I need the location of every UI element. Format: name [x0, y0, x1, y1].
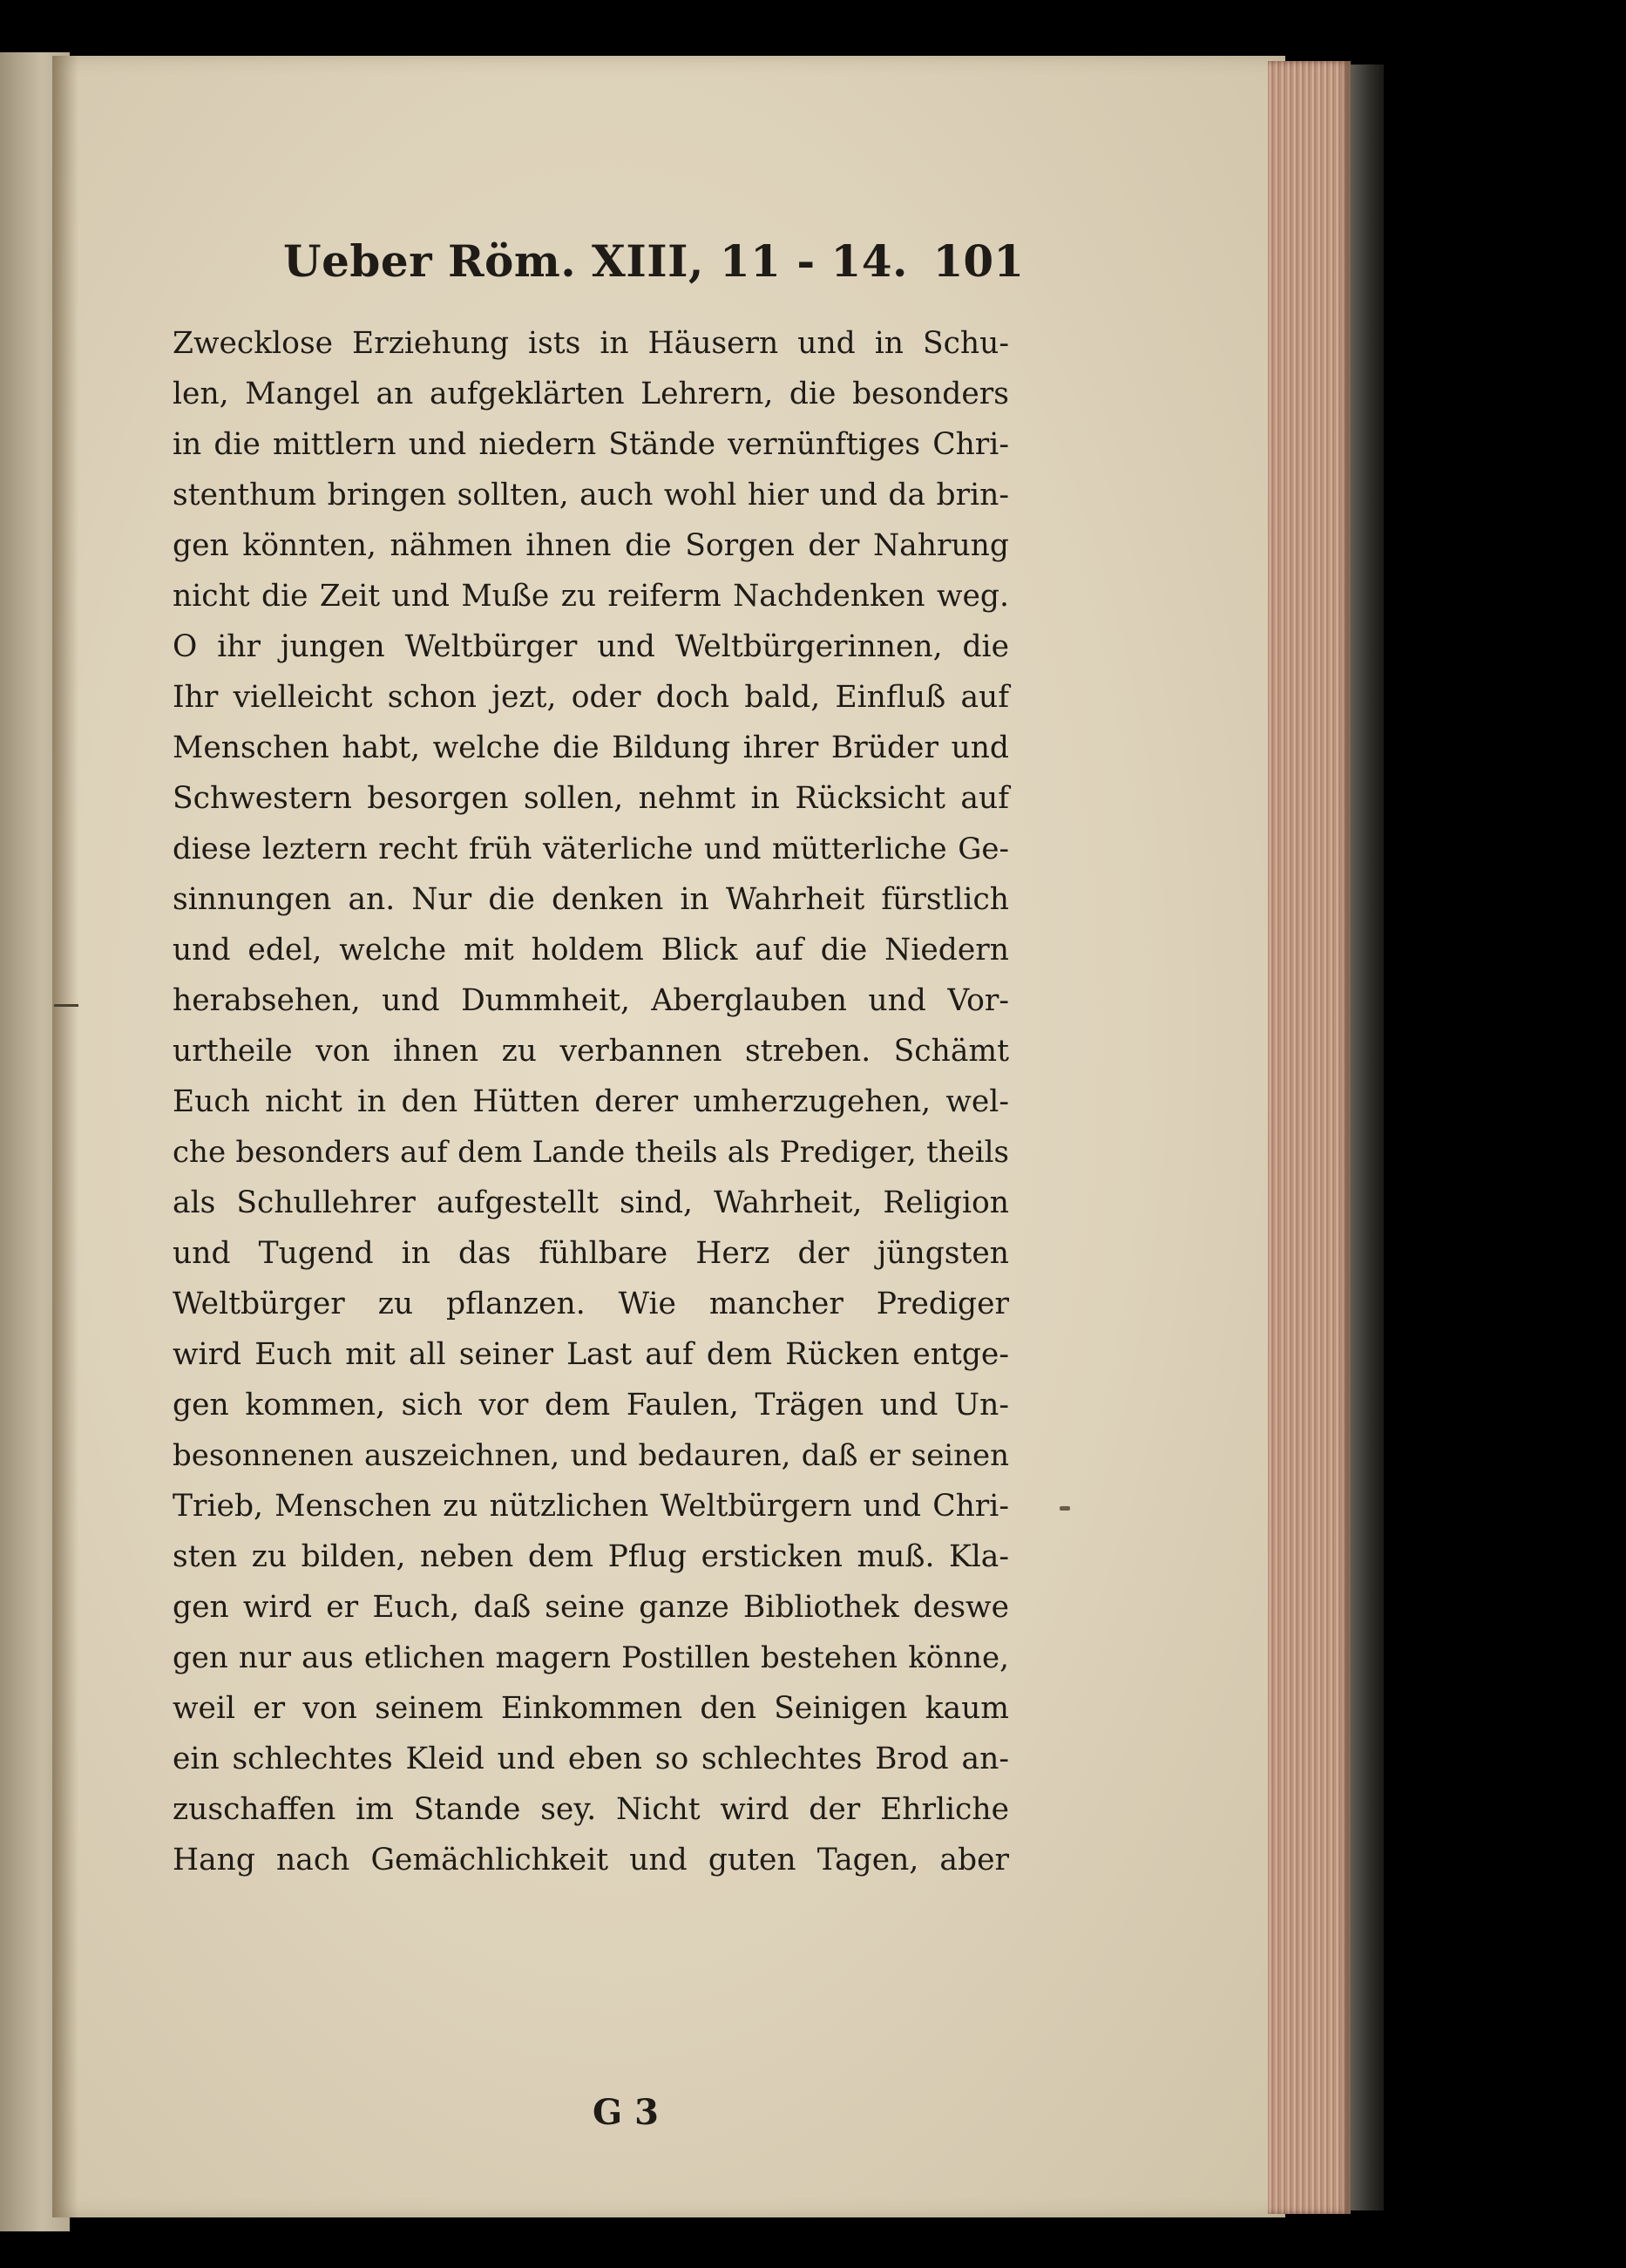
text-line: diese leztern recht früh väterliche und mütterliche Ge-: [173, 832, 1009, 866]
text-line: stenthum bringen sollten, auch wohl hier und da brin-: [173, 478, 1009, 513]
text-line: Schwestern besorgen sollen, nehmt in Rücksicht auf: [173, 781, 1009, 816]
page-block-edges: [1268, 61, 1351, 2214]
text-line: Menschen habt, welche die Bildung ihrer Brüder und: [173, 730, 1009, 765]
page-gutter-shadow: [52, 56, 78, 2217]
text-line: wird Euch mit all seiner Last auf dem Rücken entge-: [173, 1337, 1009, 1372]
text-line: Hang nach Gemächlichkeit und guten Tagen, aber: [173, 1843, 1009, 1878]
text-line: gen kommen, sich vor dem Faulen, Trägen und Un-: [173, 1388, 1009, 1423]
text-line: nicht die Zeit und Muße zu reiferm Nachdenken weg.: [173, 579, 1009, 614]
text-line: in die mittlern und niedern Stände vernünftiges Chri-: [173, 427, 1009, 462]
text-line: und edel, welche mit holdem Blick auf die Niedern: [173, 933, 1009, 968]
text-line: weil er von seinem Einkommen den Seinigen kaum: [173, 1691, 1009, 1726]
text-line: urtheile von ihnen zu verbannen streben. Schämt: [173, 1034, 1009, 1069]
book-cover-edge: [1351, 65, 1384, 2210]
margin-mark: [54, 1004, 78, 1007]
text-line: gen wird er Euch, daß seine ganze Bibliothek deswe: [173, 1590, 1009, 1625]
text-line: len, Mangel an aufgeklärten Lehrern, die besonders: [173, 377, 1009, 411]
text-line: und Tugend in das fühlbare Herz der jüngsten: [173, 1236, 1009, 1271]
text-line: Zwecklose Erziehung ists in Häusern und in Schu-: [173, 326, 1009, 361]
signature-mark: G 3: [593, 2092, 659, 2133]
body-text: [173, 318, 1009, 1885]
text-line: gen könnten, nähmen ihnen die Sorgen der Nahrung: [173, 528, 1009, 563]
margin-dot: [1060, 1506, 1070, 1511]
text-line: Weltbürger zu pflanzen. Wie mancher Prediger: [173, 1287, 1009, 1321]
text-line: zuschaffen im Stande sey. Nicht wird der Ehrliche: [173, 1792, 1009, 1827]
running-head: Ueber Röm. XIII, 11 - 14.: [283, 235, 908, 287]
text-line: Euch nicht in den Hütten derer umherzugehen, wel-: [173, 1084, 1009, 1119]
text-line: Trieb, Menschen zu nützlichen Weltbürgern und Chri-: [173, 1489, 1009, 1524]
text-line: gen nur aus etlichen magern Postillen bestehen könne,: [173, 1640, 1009, 1675]
text-line: als Schullehrer aufgestellt sind, Wahrheit, Religion: [173, 1185, 1009, 1220]
page-header: [283, 235, 1024, 305]
text-line: ein schlechtes Kleid und eben so schlechtes Brod an-: [173, 1742, 1009, 1776]
text-line: besonnenen auszeichnen, und bedauren, daß er seinen: [173, 1438, 1009, 1473]
page-number: 101: [932, 235, 1024, 287]
text-line: herabsehen, und Dummheit, Aberglauben und Vor-: [173, 983, 1009, 1018]
text-line: O ihr jungen Weltbürger und Weltbürgerinnen, die: [173, 629, 1009, 664]
text-line: sten zu bilden, neben dem Pflug ersticken muß. Kla-: [173, 1539, 1009, 1574]
text-line: che besonders auf dem Lande theils als Prediger, theils: [173, 1135, 1009, 1170]
text-line: sinnungen an. Nur die denken in Wahrheit fürstlich: [173, 882, 1009, 917]
text-line: Ihr vielleicht schon jezt, oder doch bald, Einfluß auf: [173, 680, 1009, 715]
